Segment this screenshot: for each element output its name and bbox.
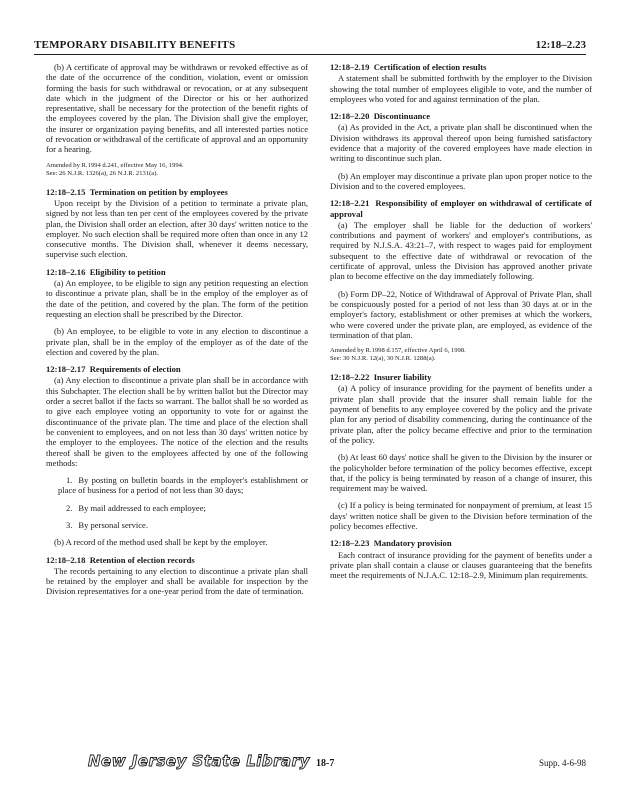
section-heading [330,198,592,219]
amendment-line: Amended by R.1994 d.241, effective May 16, 1994. [46,161,184,169]
section-number: 12:18–2.22 [330,372,370,383]
section-text: (a) As provided in the Act, a private plan shall be discontinued when the Division withdraws its approval thereof upon being furnished satisfactory evidence that a majority of the covered employees have made election in writing to discontinue such plan. [330,122,592,164]
section-title: Discontinuance [373,111,431,122]
section-title: Requirements of election [89,364,181,375]
section-text: (b) An employer may discontinue a private plan upon proper notice to the Division and to the covered employees. [330,170,592,191]
section-title: Eligibility to petition [89,266,166,277]
section-text: (b) An employee, to be eligible to vote in any election to discontinue a private plan, shall be in the employ of the employer as of the date of the election and covered by the plan. [46,326,308,357]
section-number: 12:18–2.20 [330,111,370,122]
section-heading [330,538,592,548]
section-number: 12:18–2.17 [46,364,86,375]
section-number: 12:18–2.16 [46,266,86,277]
section-heading [330,62,592,72]
section-number: 12:18–2.18 [46,554,86,565]
section-text: (a) A policy of insurance providing for the payment of benefits under a private plan shall provide that the insurer shall remain liable for the payment of benefits to any employee covered by the policy and the private plan for any period of disability commencing, during the continuance of the private plan, after the policy became effective and prior to the termination of the policy. [330,383,592,445]
section-text: Upon receipt by the Division of a petition to terminate a private plan, signed by not less than ten per cent of the employees covered by the private plan, the Division shall order an election, after 30 days' written notice to the employer. No such election shall be required more often than once in any 12 consecutive months. The Division shall, whenever it deems necessary, supervise such election. [46,197,308,260]
section-heading [46,364,308,374]
amendment-line: Amended by R.1998 d.157, effective April 6, 1998. [330,347,466,355]
left-column [46,62,308,604]
section-number: 12:18–2.19 [330,62,370,72]
section-range: 12:18–2.23 [535,39,586,51]
section-text: Each contract of insurance providing for the payment of benefits under a private plan shall contain a clause or clauses guaranteeing that the benefits meet the requirements of N.J.A.C. 12:18–2.9, Minimum plan requirements. [330,549,592,581]
section-text: (b) At least 60 days' notice shall be given to the Division by the insurer or the policyholder before termination of the policy becomes effective, except that, if the policy is being terminated by reason of a change of insurer, this requirement may be waived. [330,452,592,494]
library-logo: New Jersey State Library [88,752,310,770]
section-text: (b) Form DP–22, Notice of Withdrawal of Approval of Private Plan, shall be conspicuously posted for a period of not less than 30 days at or in the employer's factory, establishment or other premises at which the workers, who were covered under the private plan, are employed, as evidence of the termination of that plan. [330,288,592,340]
section-number: 12:18–2.21 [330,198,370,209]
section-heading [46,555,308,565]
chapter-title: TEMPORARY DISABILITY BENEFITS [34,39,236,51]
section-text: (a) The employer shall be liable for the deduction of workers' contributions and payment of workers' and employer's contributions, as required by N.J.S.A. 43:21–7, with respect to wages paid for employment subsequent to the effective date of withdrawal or revocation of the certificate of approval, unless the Division has approved another private plan to become effective on the day immediately following. [330,219,592,282]
section-heading [46,187,308,197]
section-number: 12:18–2.23 [330,538,370,549]
section-heading [330,372,592,382]
list-item: 3. By personal service. [66,519,148,530]
list-item: 1. By posting on bulletin boards in the employer's establishment or place of business for a period of not less than 30 days; [58,475,308,496]
page-number: 18-7 [316,758,335,769]
section-text: (a) An employee, to be eligible to sign any petition requesting an election to discontinue a private plan, shall be in the employ of the employer as of the date of the petition, and covered by the plan. The form of the petition requesting an election shall be prescribed by the Director. [46,278,308,319]
section-title: Retention of election records [89,554,195,565]
amendment-note [46,162,308,178]
amendment-line: See: 26 N.J.R. 1326(a), 26 N.J.R. 2131(a). [46,169,159,177]
running-header [34,36,586,55]
section-title: Termination on petition by employees [89,186,228,197]
section-number: 12:18–2.15 [46,186,86,197]
section-text: (c) If a policy is being terminated for nonpayment of premium, at least 15 days' written notice shall be given to the Division before termination of the policy becomes effective. [330,500,592,531]
section-title: Certification of election results [373,62,487,72]
list-item: 2. By mail addressed to each employee; [66,502,206,513]
paragraph-b-certificate: (b) A certificate of approval may be withdrawn or revoked effective as of the date of the occurrence of the condition, violation, event or omission forming the basis for such withdrawal or revocation, or at any subsequent date which in the judgment of the Director or his or her authorized representative, shall be necessary for the protection of the benefit rights of the employees covered by the plan. The Division shall give the employer, the insurer or organization paying benefits, and all interested parties notice of revocation or withdrawal of the certificate of approval and an opportunity for a hearing. [46,62,308,155]
section-text: (a) Any election to discontinue a private plan shall be in accordance with this Subchapter. The election shall be by written ballot but the Director may order a secret ballot if the facts so warrant. The ballot shall be so worded as to give each employee voting an opportunity to vote for or against the discontinuance of the private plan. The time and place of the election shall be convenient to employees, and on not less than 30 days' written notice by the employer to the employees. The notice of the election and the results thereof shall be given to the employees affected by one of the following methods: [46,375,308,468]
section-text: (b) A record of the method used shall be kept by the employer. [54,537,268,548]
amendment-note [330,347,592,363]
section-title: Responsibility of employer on withdrawal of certificate of approval [330,198,592,219]
section-title: Mandatory provision [373,538,452,549]
right-column [330,62,592,587]
section-heading [330,111,592,121]
section-text: The records pertaining to any election to discontinue a private plan shall be retained by the employer and shall be available for inspection by the Division representatives for a one-year period from the date of termination. [46,565,308,597]
supplement-date: Supp. 4-6-98 [539,758,586,768]
section-heading [46,267,308,277]
section-title: Insurer liability [373,372,432,383]
amendment-line: See: 30 N.J.R. 12(a), 30 N.J.R. 1288(a). [330,355,436,363]
page-footer [34,752,586,772]
section-text: A statement shall be submitted forthwith by the employer to the Division showing the total number of employees eligible to vote, and the number of employees who voted for and against termination of the plan. [330,73,592,104]
